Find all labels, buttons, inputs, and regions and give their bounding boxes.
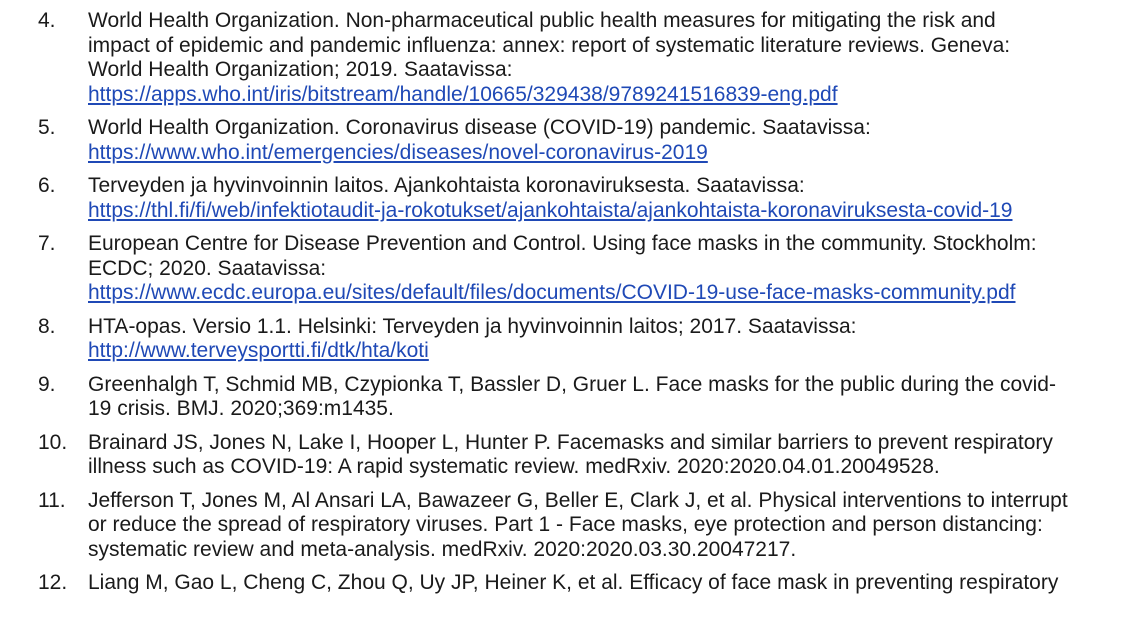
reference-item	[0, 116, 1136, 165]
reference-text-line: European Centre for Disease Prevention and Control. Using face masks in the community. Stockholm:	[88, 232, 1037, 255]
reference-text-line: World Health Organization. Non-pharmaceutical public health measures for mitigating the risk and	[88, 9, 996, 32]
reference-item	[0, 315, 1136, 364]
reference-text-line: Brainard JS, Jones N, Lake I, Hooper L, Hunter P. Facemasks and similar barriers to prevent respiratory	[88, 430, 1053, 454]
reference-link[interactable]: https://www.ecdc.europa.eu/sites/default/files/documents/COVID-19-use-face-masks-community.pdf	[88, 281, 1016, 304]
reference-text-line: or reduce the spread of respiratory viruses. Part 1 - Face masks, eye protection and person distancing:	[88, 513, 1043, 536]
reference-text-line: impact of epidemic and pandemic influenza: annex: report of systematic literature reviews. Geneva:	[88, 33, 1011, 57]
reference-text-line: World Health Organization. Coronavirus disease (COVID-19) pandemic. Saatavissa:	[88, 116, 871, 139]
reference-item	[0, 174, 1136, 223]
reference-text-line: Greenhalgh T, Schmid MB, Czypionka T, Bassler D, Gruer L. Face masks for the public during the covid-	[88, 372, 1056, 396]
reference-number: 11.	[38, 488, 66, 512]
reference-text-line: Jefferson T, Jones M, Al Ansari LA, Bawazeer G, Beller E, Clark J, et al. Physical interventions to interrupt	[88, 488, 1068, 512]
reference-link[interactable]: http://www.terveysportti.fi/dtk/hta/koti	[88, 339, 429, 362]
reference-link-line	[88, 141, 1136, 166]
reference-text-line: World Health Organization; 2019. Saatavissa:	[88, 58, 513, 81]
reference-item	[0, 373, 1136, 422]
reference-number: 4.	[38, 9, 56, 32]
reference-link-line	[88, 281, 1136, 306]
reference-text-line: illness such as COVID-19: A rapid systematic review. medRxiv. 2020:2020.04.01.20049528.	[88, 455, 940, 478]
reference-number: 5.	[38, 116, 56, 139]
reference-link[interactable]: https://apps.who.int/iris/bitstream/handle/10665/329438/9789241516839-eng.pdf	[88, 82, 838, 106]
reference-link-line	[88, 83, 1136, 108]
reference-text-line: Terveyden ja hyvinvoinnin laitos. Ajankohtaista koronaviruksesta. Saatavissa:	[88, 174, 805, 197]
reference-link[interactable]: https://www.who.int/emergencies/diseases/novel-coronavirus-2019	[88, 140, 708, 164]
reference-item	[0, 431, 1136, 480]
reference-item	[0, 9, 1136, 107]
reference-link[interactable]: https://thl.fi/fi/web/infektiotaudit-ja-rokotukset/ajankohtaista/ajankohtaista-koronaviruksesta-covid-19	[88, 198, 1013, 222]
reference-link-line	[88, 339, 1136, 364]
reference-text-line: systematic review and meta-analysis. medRxiv. 2020:2020.03.30.20047217.	[88, 537, 797, 561]
reference-item	[0, 489, 1136, 563]
reference-number: 9.	[38, 372, 56, 396]
reference-text-line: HTA-opas. Versio 1.1. Helsinki: Terveyden ja hyvinvoinnin laitos; 2017. Saatavissa:	[88, 314, 857, 338]
reference-text-line: Liang M, Gao L, Cheng C, Zhou Q, Uy JP, Heiner K, et al. Efficacy of face mask in preventing respiratory	[88, 571, 1059, 594]
reference-number: 10.	[38, 430, 68, 454]
reference-number: 7.	[38, 232, 56, 255]
reference-link-line	[88, 199, 1136, 224]
reference-number: 12.	[38, 571, 68, 594]
reference-item	[0, 232, 1136, 306]
reference-number: 6.	[38, 174, 56, 197]
reference-text-line: 19 crisis. BMJ. 2020;369:m1435.	[88, 397, 394, 420]
reference-item	[0, 571, 1136, 596]
reference-number: 8.	[38, 314, 56, 338]
reference-list	[0, 9, 1136, 605]
reference-text-line: ECDC; 2020. Saatavissa:	[88, 256, 327, 280]
